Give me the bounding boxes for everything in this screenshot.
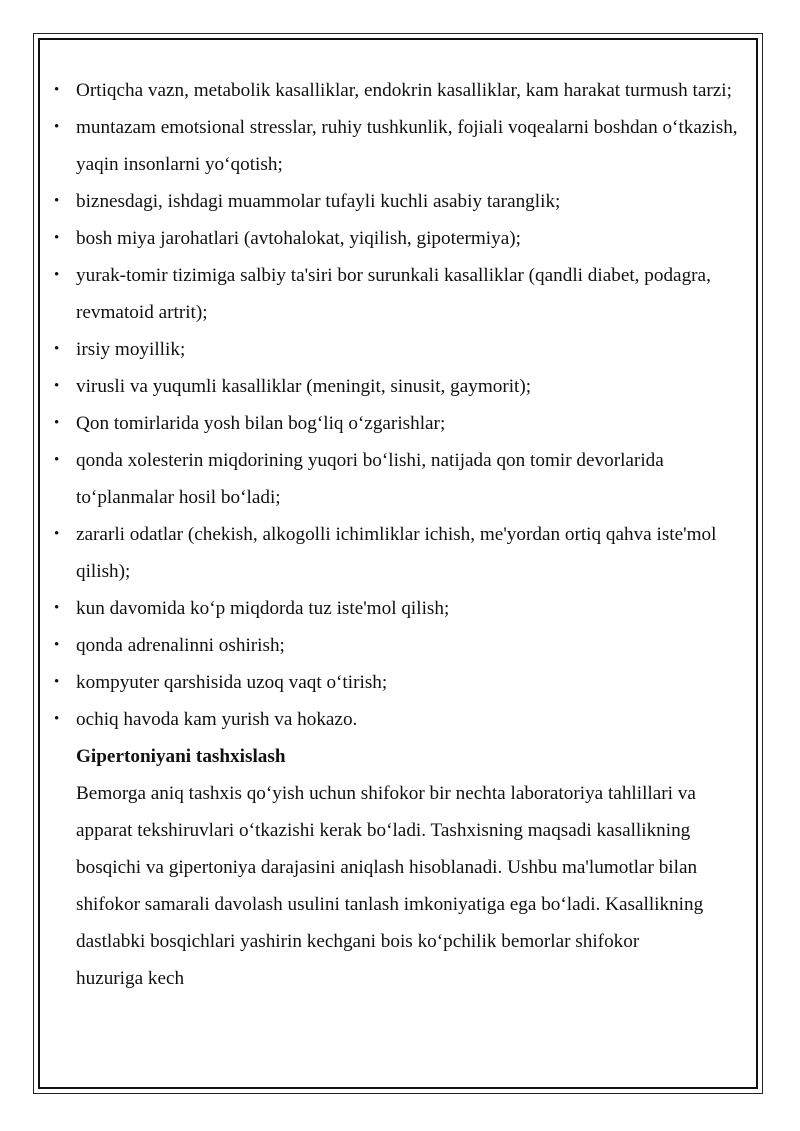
list-item-text: qonda xolesterin miqdorining yuqori bo‘lishi, natijada qon tomir devorlarida to‘planmalar hosil bo‘ladi; — [76, 450, 664, 508]
list-item-text: virusli va yuqumli kasalliklar (meningit, sinusit, gaymorit); — [76, 376, 532, 397]
list-item-text: kun davomida ko‘p miqdorda tuz iste'mol qilish; — [76, 598, 450, 619]
list-item — [50, 405, 740, 442]
bullet-icon: • — [54, 193, 60, 209]
list-item — [50, 183, 740, 220]
list-item-text: irsiy moyillik; — [76, 339, 186, 360]
bullet-icon: • — [54, 230, 60, 246]
list-item — [50, 220, 740, 257]
list-item-text: Ortiqcha vazn, metabolik kasalliklar, endokrin kasalliklar, kam harakat turmush tarzi; — [76, 80, 732, 101]
list-item — [50, 72, 740, 109]
list-item-text: ochiq havoda kam yurish va hokazo. — [76, 709, 358, 730]
list-item-text: qonda adrenalinni oshirish; — [76, 635, 285, 656]
list-item-text: yurak-tomir tizimiga salbiy ta'siri bor surunkali kasalliklar (qandli diabet, podagra, revmatoid artrit); — [76, 265, 711, 323]
body-paragraph: Bemorga aniq tashxis qo‘yish uchun shifokor bir nechta laboratoriya tahlillari va apparat tekshiruvlari o‘tkazishi kerak bo‘ladi. Tashxisning maqsadi kasallikning bosqichi va gipertoniya darajasini aniqlash hisoblanadi. Ushbu ma'lumotlar bilan shifokor samarali davolash usulini tanlash imkoniyatiga ega bo‘ladi. Kasallikning dastlabki bosqichlari yashirin kechgani bois ko‘pchilik bemorlar shifokor huzuriga kech — [76, 783, 704, 989]
bullet-icon: • — [54, 415, 60, 431]
list-item — [50, 368, 740, 405]
list-item — [50, 109, 740, 183]
list-item-text: kompyuter qarshisida uzoq vaqt o‘tirish; — [76, 672, 388, 693]
list-item — [50, 590, 740, 627]
document-body — [50, 72, 740, 997]
risk-factor-list — [50, 72, 740, 738]
list-item-text: biznesdagi, ishdagi muammolar tufayli kuchli asabiy taranglik; — [76, 191, 561, 212]
bullet-icon: • — [54, 452, 60, 468]
list-item — [50, 664, 740, 701]
section-heading: Gipertoniyani tashxislash — [76, 746, 286, 767]
bullet-icon: • — [54, 674, 60, 690]
bullet-icon: • — [54, 378, 60, 394]
list-item-text: muntazam emotsional stresslar, ruhiy tushkunlik, fojiali voqealarni boshdan o‘tkazish, yaqin insonlarni yo‘qotish; — [76, 117, 738, 175]
bullet-icon: • — [54, 637, 60, 653]
bullet-icon: • — [54, 526, 60, 542]
list-item — [50, 442, 740, 516]
list-item — [50, 516, 740, 590]
bullet-icon: • — [54, 267, 60, 283]
list-item — [50, 257, 740, 331]
list-item — [50, 331, 740, 368]
bullet-icon: • — [54, 341, 60, 357]
bullet-icon: • — [54, 82, 60, 98]
list-item — [50, 627, 740, 664]
list-item-text: zararli odatlar (chekish, alkogolli ichimliklar ichish, me'yordan ortiq qahva iste'mol qilish); — [76, 524, 717, 582]
list-item — [50, 701, 740, 738]
bullet-icon: • — [54, 119, 60, 135]
list-item-text: Qon tomirlarida yosh bilan bog‘liq o‘zgarishlar; — [76, 413, 446, 434]
list-item-text: bosh miya jarohatlari (avtohalokat, yiqilish, gipotermiya); — [76, 228, 521, 249]
bullet-icon: • — [54, 711, 60, 727]
bullet-icon: • — [54, 600, 60, 616]
